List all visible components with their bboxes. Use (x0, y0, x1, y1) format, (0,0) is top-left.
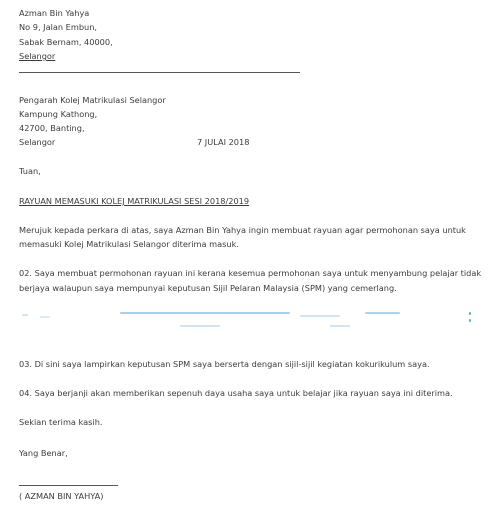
paragraph-2-line-2: berjaya walaupun saya mempunyai keputusan Sijil Pelaran Malaysia (SPM) yang cemerlang. (19, 283, 397, 293)
sender-name: Azman Bin Yahya (19, 8, 90, 18)
signoff: Yang Benar, (19, 448, 68, 458)
paragraph-2-line-1: 02. Saya membuat permohonan rayuan ini kerana kesemua permohonan saya untuk menyambung pelajar tidak (19, 268, 482, 278)
sender-address-line1: No 9, Jalan Embun, (19, 22, 97, 32)
closing-line: Sekian terima kasih. (19, 417, 103, 427)
signature-line (19, 485, 118, 486)
sender-address-line2: Sabak Bernam, 40000, (19, 37, 113, 47)
signature-name: ( AZMAN BIN YAHYA) (19, 491, 104, 501)
paragraph-1-line-2: memasuki Kolej Matrikulasi Selangor diterima masuk. (19, 239, 239, 249)
recipient-line3: 42700, Banting, (19, 123, 85, 133)
sender-state: Selangor (19, 51, 56, 61)
letter-date: 7 JULAI 2018 (197, 137, 250, 147)
paragraph-4: 04. Saya berjanji akan memberikan sepenuh daya usaha saya untuk belajar jika rayuan saya ini diterima. (19, 388, 453, 398)
salutation: Tuan, (19, 166, 41, 176)
header-divider (19, 72, 300, 73)
paragraph-1-line-1: Merujuk kepada perkara di atas, saya Azman Bin Yahya ingin membuat rayuan agar permohonan saya untuk (19, 225, 466, 235)
recipient-line4: Selangor (19, 137, 56, 147)
subject-line: RAYUAN MEMASUKI KOLEJ MATRIKULASI SESI 2018/2019 (19, 196, 250, 206)
paragraph-3: 03. Di sini saya lampirkan keputusan SPM saya berserta dengan sijil-sijil kegiatan kokurikulum saya. (19, 359, 430, 369)
recipient-line1: Pengarah Kolej Matrikulasi Selangor (19, 95, 166, 105)
recipient-line2: Kampung Kathong, (19, 109, 98, 119)
